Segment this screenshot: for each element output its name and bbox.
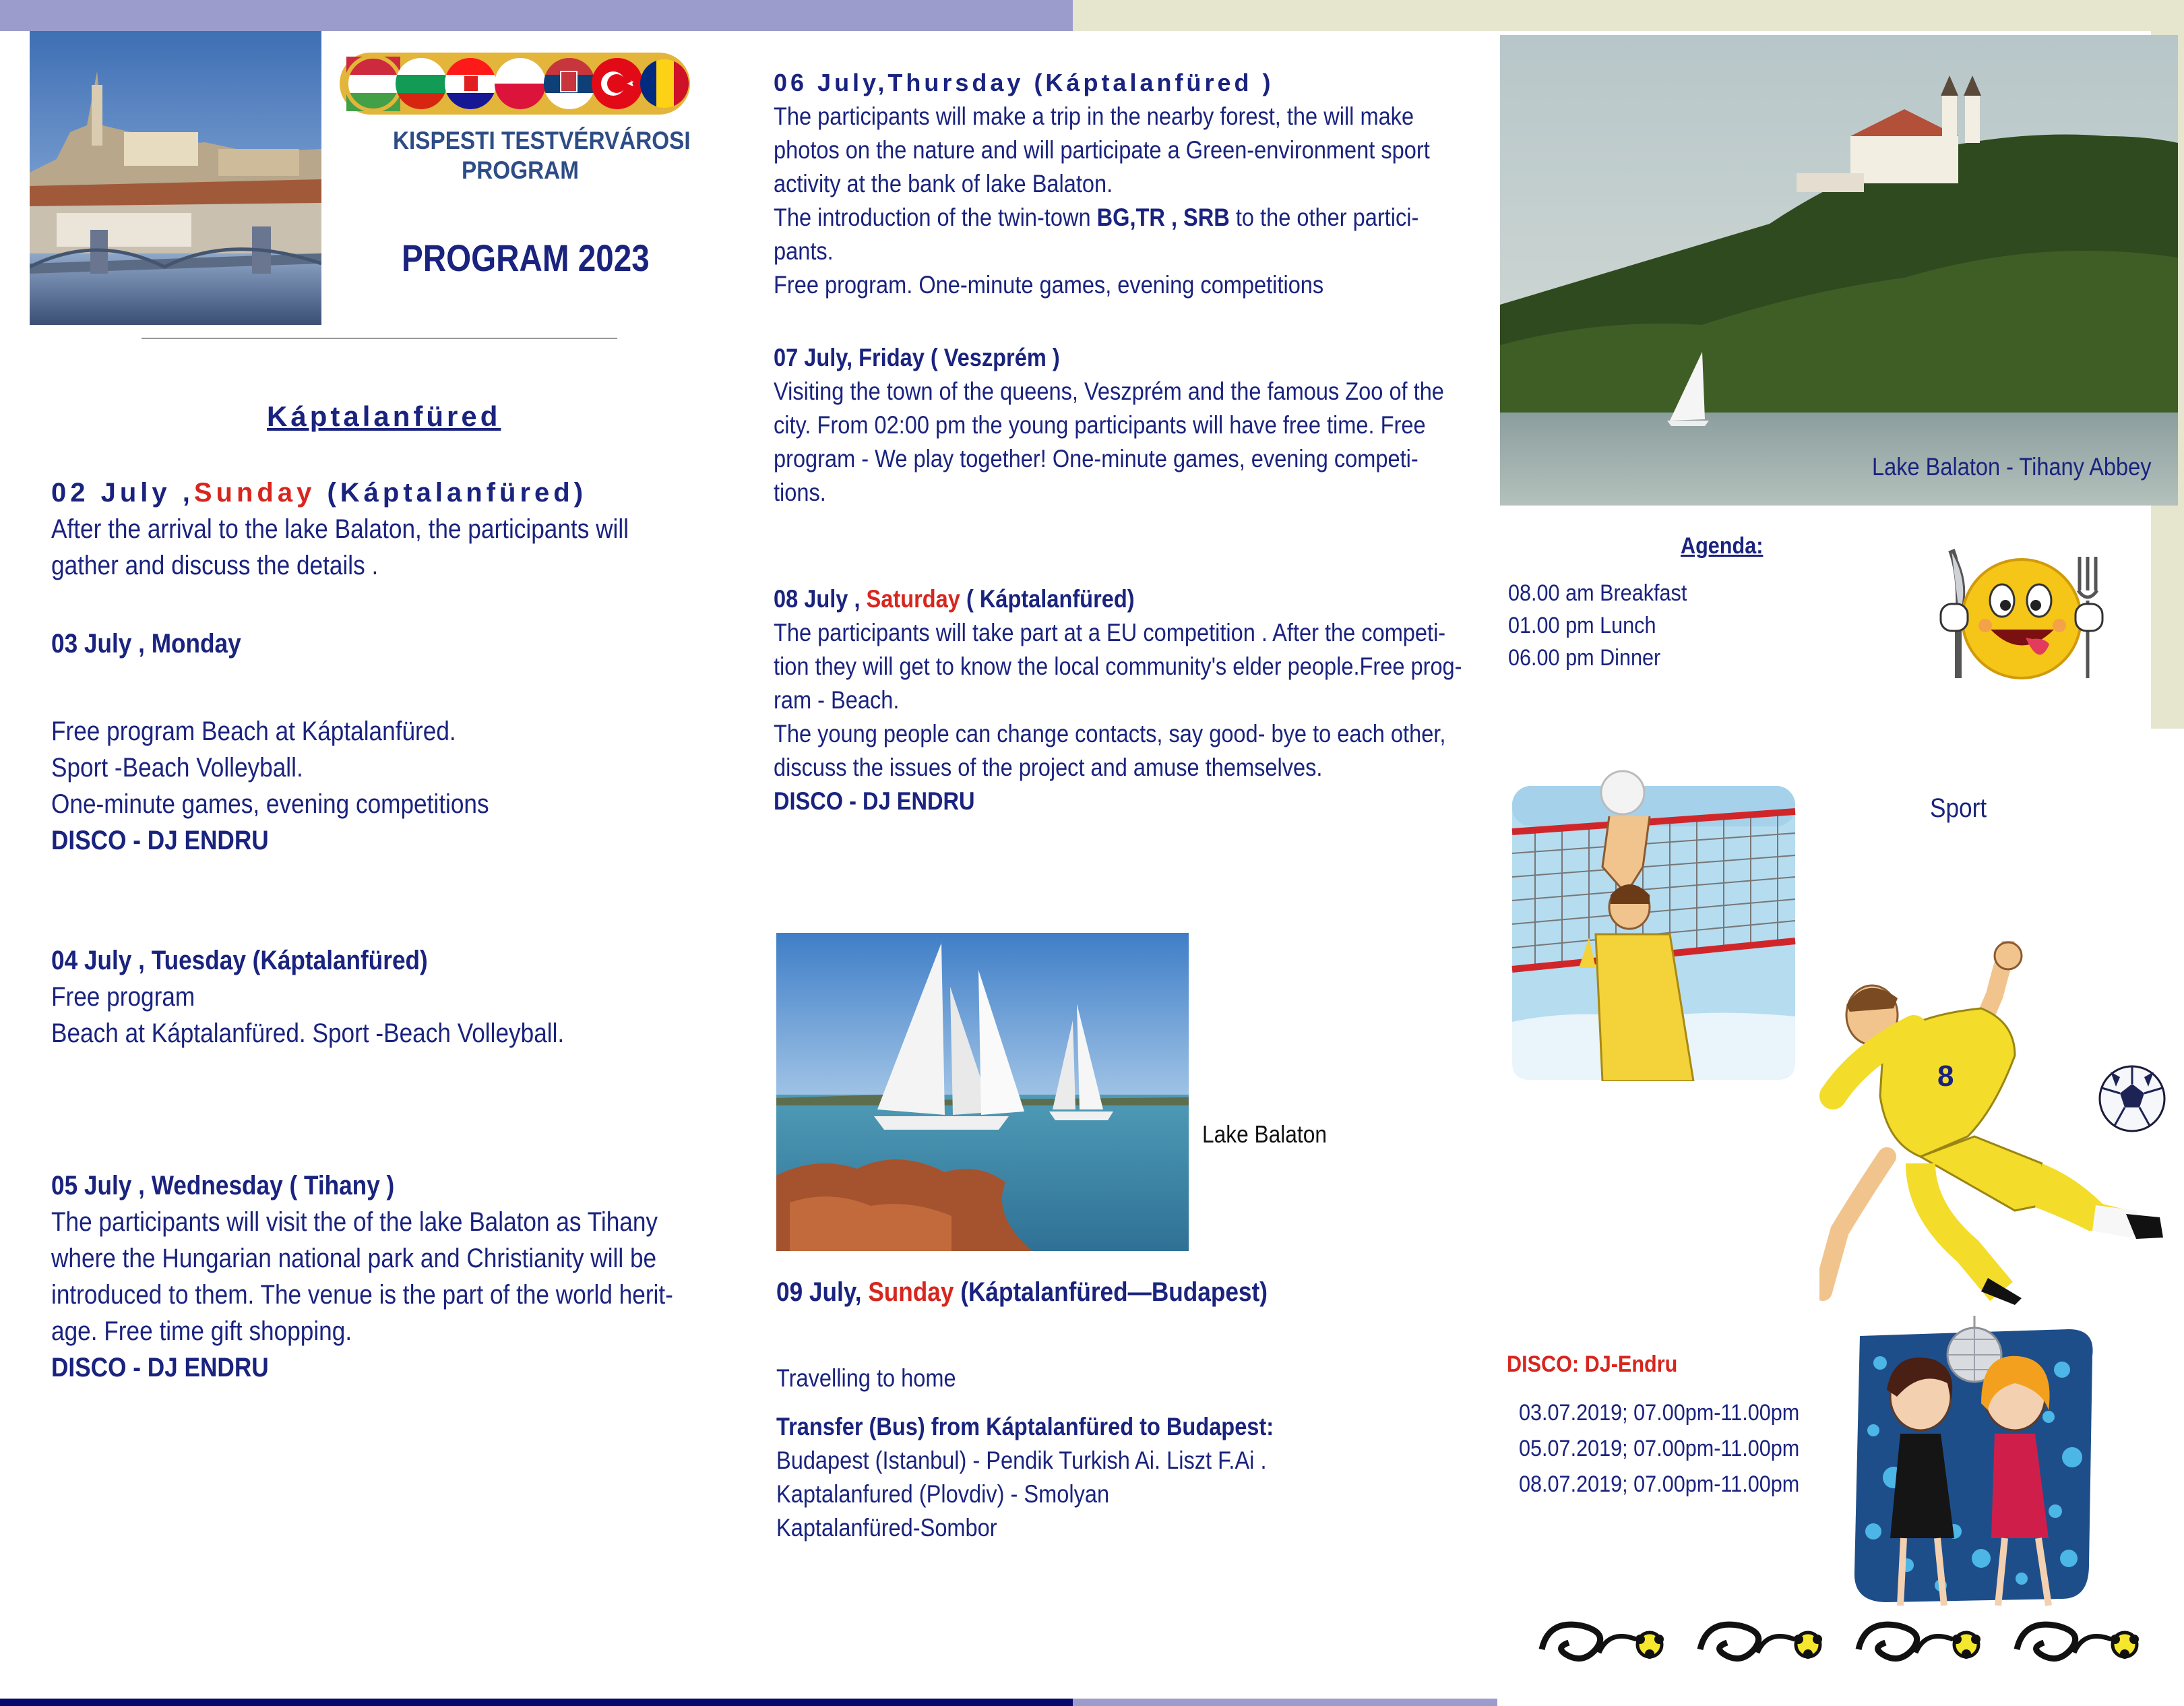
agenda-item: 08.00 am Breakfast xyxy=(1508,580,1687,606)
section-title: Káptalanfüred xyxy=(267,400,501,432)
day-06-line4b: BG,TR , SRB xyxy=(1096,204,1230,231)
day-09-date: 09 July, xyxy=(776,1277,869,1307)
day-08-date: 08 July , xyxy=(774,585,867,613)
program-title: PROGRAM 2023 xyxy=(402,237,650,279)
day-06-line2: photos on the nature and will participate a Green-environment sport xyxy=(774,136,1430,164)
sport-label: Sport xyxy=(1930,793,1987,823)
day-06-line6: Free program. One-minute games, evening competitions xyxy=(774,271,1324,299)
disco-dancers-image xyxy=(1846,1316,2102,1619)
svg-text:8: 8 xyxy=(1937,1060,1954,1093)
tihany-abbey-photo xyxy=(1500,35,2178,506)
day-02-location: (Káptalanfüred) xyxy=(315,478,588,508)
agenda-item: 01.00 pm Lunch xyxy=(1508,613,1656,638)
day-05-line2: where the Hungarian national park and Christianity will be xyxy=(51,1244,657,1273)
hungry-smiley-icon xyxy=(1931,543,2111,689)
day-08-line5: discuss the issues of the project and amuse themselves. xyxy=(774,754,1323,781)
day-08-line3: ram - Beach. xyxy=(774,686,900,714)
day-07-head: 07 July, Friday ( Veszprém ) xyxy=(774,344,1060,371)
day-05-line4: age. Free time gift shopping. xyxy=(51,1316,352,1346)
day-06-line5: pants. xyxy=(774,237,834,265)
day-09-head xyxy=(776,1274,1268,1310)
day-08-line4: The young people can change contacts, say good- bye to each other, xyxy=(774,720,1446,748)
route-3: Kaptalanfüred-Sombor xyxy=(776,1514,997,1542)
day-06-line1: The participants will make a trip in the nearby forest, the will make xyxy=(774,102,1414,130)
agenda-title: Agenda: xyxy=(1681,533,1764,559)
football-icon xyxy=(2097,1064,2167,1134)
day-05 xyxy=(51,1167,758,1386)
top-band-right xyxy=(1073,0,2184,31)
logo-line2: PROGRAM xyxy=(462,156,579,184)
day-07-line1: Visiting the town of the queens, Veszprém and the famous Zoo of the xyxy=(774,377,1444,405)
day-06-line4c: to the other partici- xyxy=(1229,204,1419,231)
day-02-date: 02 July , xyxy=(51,478,194,508)
day-08-line1: The participants will take part at a EU competition . After the competi- xyxy=(774,619,1446,646)
decorative-swirl-border xyxy=(1535,1612,2173,1672)
day-07-line3: program - We play together! One-minute games, evening competi- xyxy=(774,445,1418,473)
day-03-disco: DISCO - DJ ENDRU xyxy=(51,826,269,855)
day-02 xyxy=(51,475,708,584)
day-07 xyxy=(774,341,1536,510)
agenda-list xyxy=(1508,577,1707,674)
route-2: Kaptalanfured (Plovdiv) - Smolyan xyxy=(776,1480,1110,1508)
logo-line1: KISPESTI TESTVÉRVÁROSI xyxy=(393,127,691,154)
day-02-line2: gather and discuss the details . xyxy=(51,551,379,580)
day-04 xyxy=(51,942,634,1052)
day-05-disco: DISCO - DJ ENDRU xyxy=(51,1353,269,1382)
day-04-line2: Beach at Káptalanfüred. Sport -Beach Volleyball. xyxy=(51,1018,565,1048)
day-05-head: 05 July , Wednesday ( Tihany ) xyxy=(51,1171,395,1200)
day-03-line1: Free program Beach at Káptalanfüred. xyxy=(51,717,456,746)
day-03-head: 03 July , Monday xyxy=(51,629,241,659)
day-03-body xyxy=(51,713,549,859)
agenda-item: 06.00 pm Dinner xyxy=(1508,645,1661,671)
day-06-line4a: The introduction of the twin-town xyxy=(774,204,1097,231)
day-06-line3: activity at the bank of lake Balaton. xyxy=(774,170,1113,197)
budapest-photo xyxy=(30,31,321,325)
day-09-weekday: Sunday xyxy=(868,1277,954,1307)
day-08-weekday: Saturday xyxy=(866,585,960,613)
tihany-caption: Lake Balaton - Tihany Abbey xyxy=(1872,453,2152,481)
day-06-head: 06 July,Thursday (Káptalanfüred ) xyxy=(774,69,1274,96)
sailboats-photo xyxy=(776,933,1189,1251)
top-band-left xyxy=(0,0,1073,31)
day-07-line2: city. From 02:00 pm the young participants will have free time. Free xyxy=(774,411,1426,439)
day-08-line2: tion they will get to know the local community's elder people.Free prog- xyxy=(774,652,1462,680)
disco-title: DISCO: DJ-Endru xyxy=(1507,1351,1678,1377)
lake-balaton-caption: Lake Balaton xyxy=(1202,1120,1327,1148)
day-02-line1: After the arrival to the lake Balaton, the participants will xyxy=(51,514,629,544)
day-08 xyxy=(774,582,1556,818)
disco-date: 03.07.2019; 07.00pm-11.00pm xyxy=(1519,1400,1800,1426)
disco-date: 05.07.2019; 07.00pm-11.00pm xyxy=(1519,1436,1800,1461)
day-05-line3: introduced to them. The venue is the part of the world herit- xyxy=(51,1280,673,1310)
transfer-block xyxy=(776,1410,1342,1545)
flags-icon xyxy=(338,51,691,119)
travel-home: Travelling to home xyxy=(776,1364,956,1392)
day-09 xyxy=(776,1274,1334,1310)
day-04-line1: Free program xyxy=(51,982,195,1012)
disco-dates xyxy=(1519,1395,1831,1502)
day-09-location: (Káptalanfüred—Budapest) xyxy=(954,1277,1268,1307)
day-02-head xyxy=(51,475,708,511)
day-03-line3: One-minute games, evening competitions xyxy=(51,789,489,819)
day-08-disco: DISCO - DJ ENDRU xyxy=(774,787,975,815)
disco-date: 08.07.2019; 07.00pm-11.00pm xyxy=(1519,1471,1800,1497)
day-08-location: ( Káptalanfüred) xyxy=(960,585,1135,613)
route-1: Budapest (Istanbul) - Pendik Turkish Ai. Liszt F.Ai . xyxy=(776,1446,1267,1474)
twin-town-logo xyxy=(338,51,691,193)
day-05-line1: The participants will visit the of the lake Balaton as Tihany xyxy=(51,1207,658,1237)
day-03-line2: Sport -Beach Volleyball. xyxy=(51,753,303,783)
day-04-head: 04 July , Tuesday (Káptalanfüred) xyxy=(51,946,428,975)
bottom-band-navy xyxy=(0,1699,1073,1706)
volleyball-player-image xyxy=(1508,766,1798,1081)
day-06 xyxy=(774,66,1520,302)
bottom-band-lavender xyxy=(1073,1699,1497,1706)
day-07-line4: tions. xyxy=(774,479,826,506)
day-02-weekday: Sunday xyxy=(193,478,316,508)
header-divider xyxy=(142,338,617,339)
day-08-head xyxy=(774,582,1462,616)
transfer-head: Transfer (Bus) from Káptalanfüred to Budapest: xyxy=(776,1413,1274,1440)
day-06-line4 xyxy=(774,201,1430,235)
